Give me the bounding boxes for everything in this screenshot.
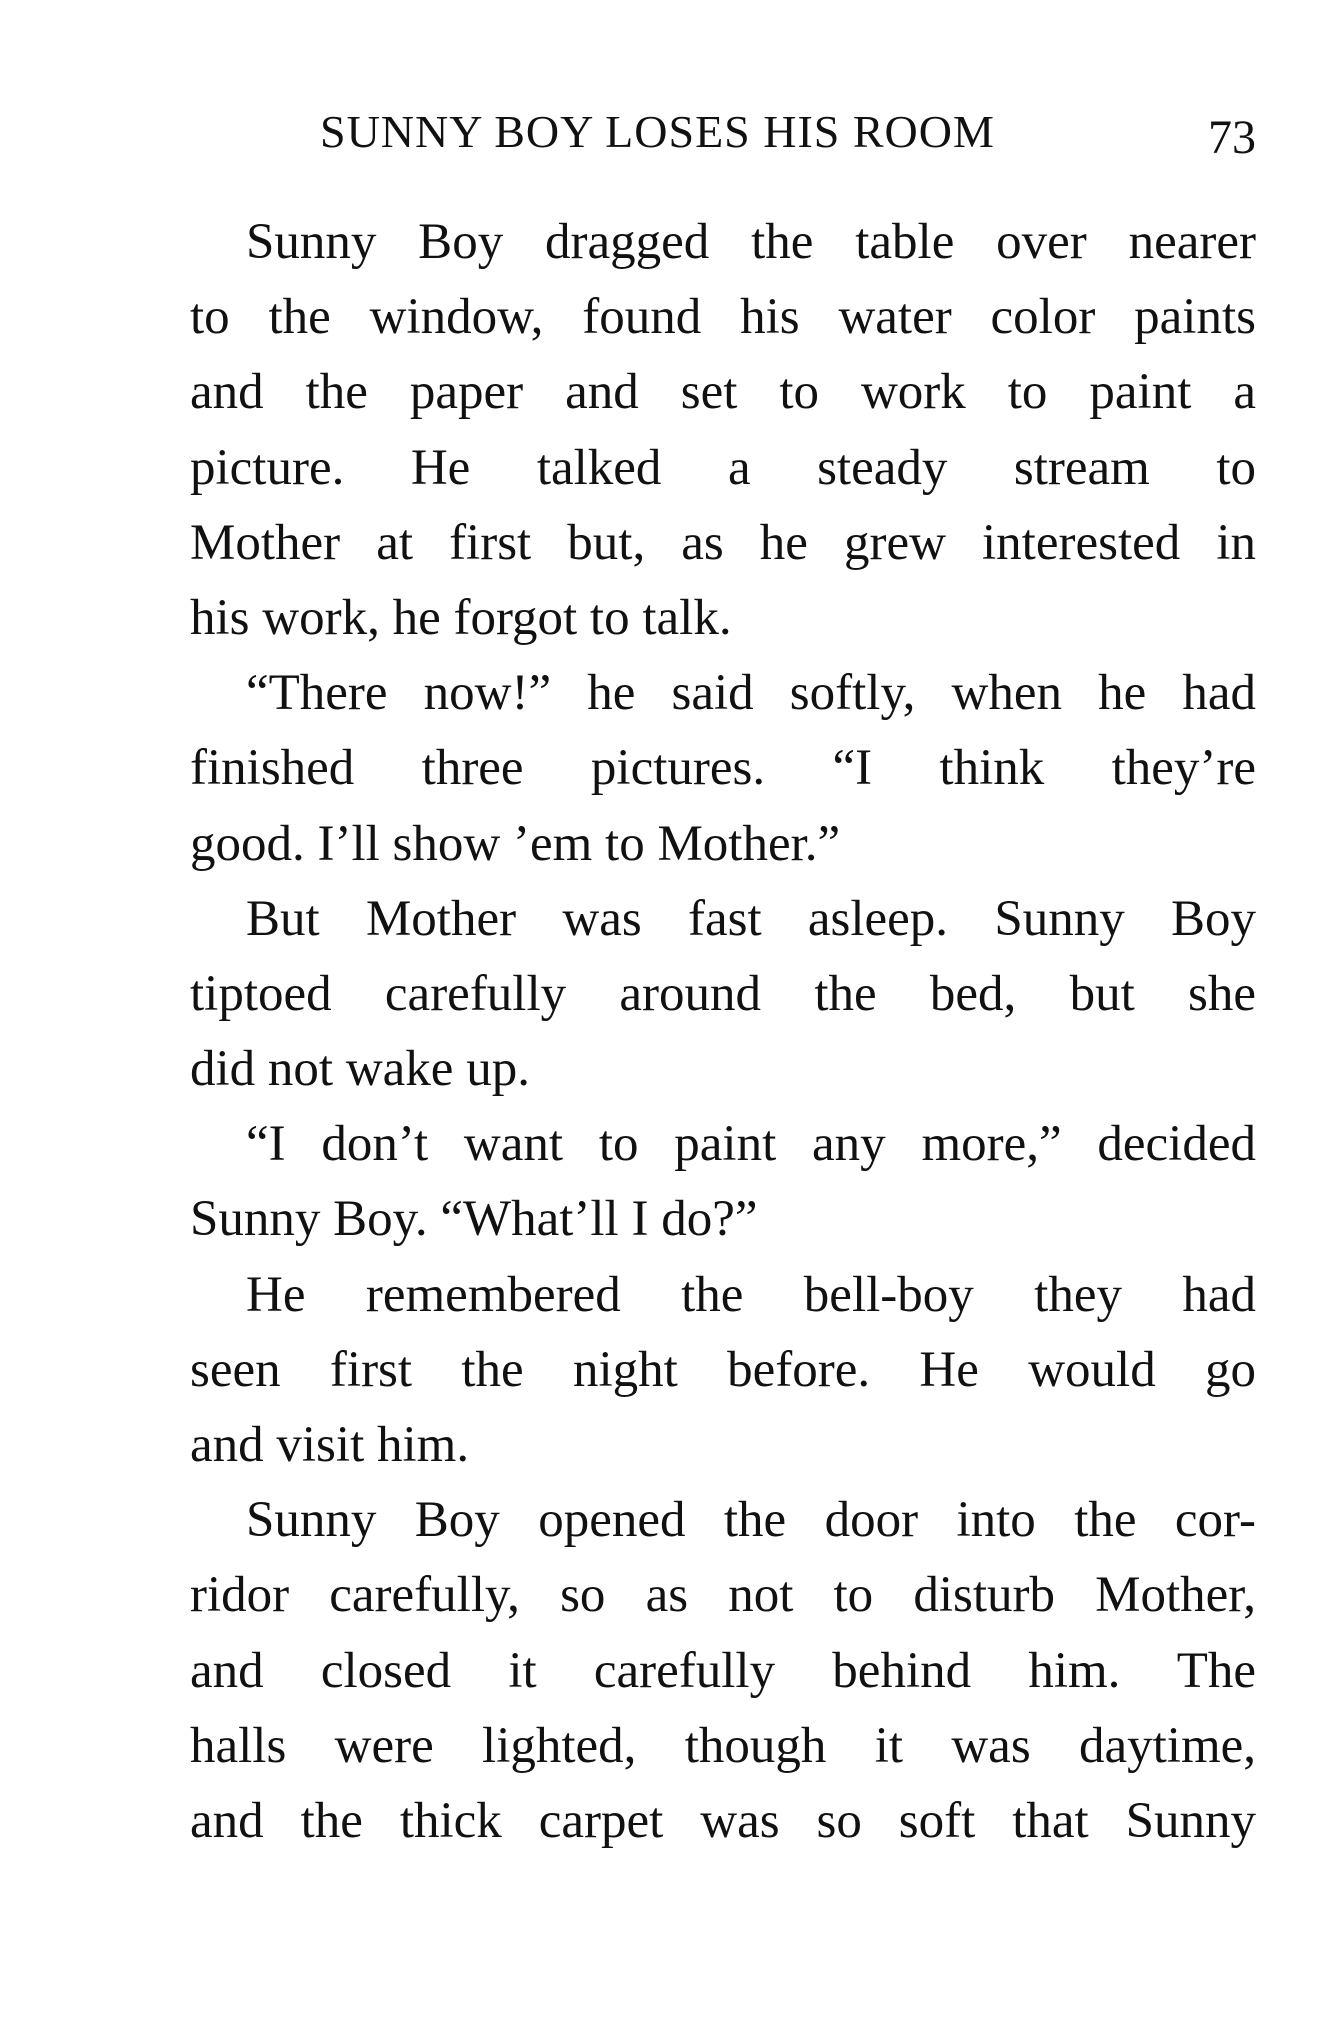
text-line: tiptoed carefully around the bed, but she: [190, 965, 1256, 1022]
text-line: Sunny Boy opened the door into the cor-: [246, 1492, 1256, 1549]
text-line: good. I’ll show ’em to Mother.”: [190, 815, 841, 872]
text-line: and closed it carefully behind him. The: [190, 1642, 1256, 1699]
text-line: finished three pictures. “I think they’re: [190, 740, 1256, 797]
text-line: ridor carefully, so as not to disturb Mother,: [190, 1567, 1256, 1624]
text-line: Sunny Boy. “What’ll I do?”: [190, 1191, 758, 1248]
text-line: and the paper and set to work to paint a: [190, 364, 1256, 421]
text-line: and visit him.: [190, 1417, 470, 1473]
text-line: picture. He talked a steady stream to: [190, 439, 1256, 496]
text-line: Mother at first but, as he grew interested in: [190, 514, 1256, 571]
running-head: [320, 102, 1256, 162]
text-line: his work, he forgot to talk.: [190, 589, 732, 646]
text-line: “There now!” he said softly, when he had: [246, 665, 1256, 722]
text-line: to the window, found his water color paints: [190, 289, 1256, 346]
text-line: did not wake up.: [190, 1041, 530, 1098]
body-text: [190, 205, 1256, 1859]
text-line: halls were lighted, though it was daytime,: [190, 1717, 1256, 1774]
text-line: Sunny Boy dragged the table over nearer: [246, 214, 1256, 270]
text-line: seen first the night before. He would go: [190, 1341, 1256, 1398]
text-line: He remembered the bell-boy they had: [246, 1266, 1256, 1323]
text-line: and the thick carpet was so soft that Sunny: [190, 1792, 1256, 1849]
text-line: “I don’t want to paint any more,” decided: [246, 1116, 1256, 1173]
running-title: SUNNY BOY LOSES HIS ROOM: [320, 106, 995, 157]
text-line: But Mother was fast asleep. Sunny Boy: [246, 890, 1256, 947]
page-number: 73: [1208, 111, 1256, 164]
